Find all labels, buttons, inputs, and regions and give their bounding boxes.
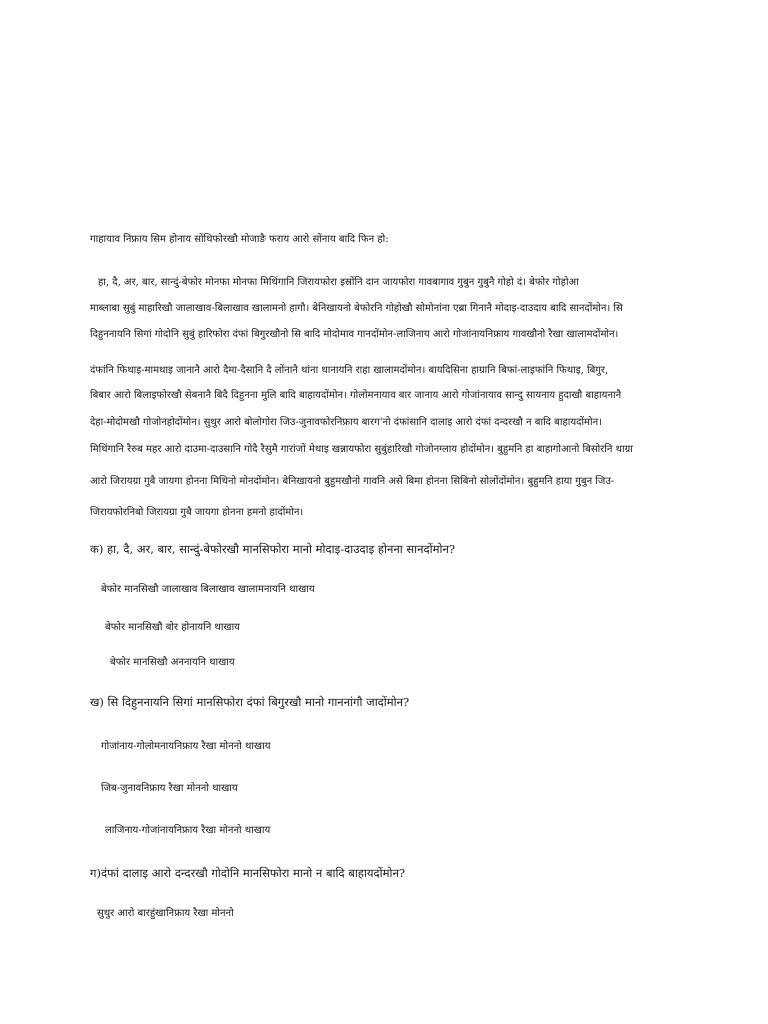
passage-line: मिथिंगानि रैरुब महर आरो दाउमा-दाउसानि गोदै रैसुमै गारांजों मेथाइ खन्नायफोरा सुबुंहारिखौ गोजोनग्लाय होदोंमोन। बुहुमनि हा बाहागोआनो बिसोरनि थाग्रा (90, 444, 633, 455)
question-ga: ग)दंफां दालाइ आरो दन्दरखौ गोदोनि मानसिफोरा मानो न बादि बाहायदोंमोन? (90, 866, 406, 880)
passage-line: माब्लाबा सुबुं माहारिखौ जालाखाव-बिलाखाव खालामनो हागौ। बेनिखायनो बेफोरनि गोहोखौ सोमोनांना एब्रा गिनानै मोदाइ-दाउदाय बादि सानदोंमोन। सि (90, 303, 623, 314)
passage-line: दंफांनि फिथाइ-मामथाइ जानानै आरो दैमा-दैसानि दै लोंनानै थांना थानायनि राहा खालामदोंमोन। बायदिसिना हाग्रानि बिफां-लाइफांनि फिथाइ, बिगुर, (90, 365, 609, 376)
passage-line: जिरायफोरनिबो जिरायग्रा गुबै जायगा होनना हमनो हादोंमोन। (90, 507, 304, 518)
question-ka: क) हा, दै, अर, बार, सान्दुं-बेफोरखौ मानसिफोरा मानो मोदाइ-दाउदाइ होनना सानदोंमोन? (90, 542, 455, 556)
passage-line: बिबार आरो बिलाइफोरखौ सेबनानै बिदै दिहुनना मुलि बादि बाहायदोंमोन। गोलोमनायाव बार जानाय आरो गोजांनायाव सान्दु सायनाय हुदाखौ बाहायनानै (90, 390, 622, 401)
option-ka-3: बेफोर मानसिखौ अननायनि थाखाय (110, 657, 235, 668)
option-ka-1: बेफोर मानसिखौ जालाखाव बिलाखाव खालामनायनि थाखाय (101, 584, 315, 595)
option-ka-2: बेफोर मानसिखौ बोर होनायनि थाखाय (105, 622, 240, 633)
option-kha-2: जिब-जुनावनिफ्राय रैखा मोननो थाखाय (101, 783, 238, 794)
option-kha-3: लाजिनाय-गोजांनायनिफ्राय रैखा मोननो थाखाय (105, 825, 271, 836)
instruction-line: गाहायाव निफ्राय सिम होनाय सोंथिफोरखौ मोजाङै फराय आरो सोंनाय बादि फिन हो: (90, 234, 389, 245)
option-ga-1: सुथुर आरो बारहुंखानिफ्राय रैखा मोननो (97, 908, 234, 919)
passage-line: हा, दै, अर, बार, सान्दुं-बेफोर मोनफा मोनफा मिथिंगानि जिरायफोरा इस्रोंनि दान जायफोरा गावबागाव गुबुन गुबुनै गोहो दं। बेफोर गोहोआ (98, 277, 579, 288)
question-kha: ख) सि दिहुननायनि सिगां मानसिफोरा दंफां बिगुरखौ मानो गाननांगौ जादोंमोन? (90, 695, 410, 709)
passage-line: दिहुननायनि सिगां गोदोनि सुबुं हारिफोरा दंफां बिगुरखौनो सि बादि मोदोमाव गानदोंमोन-लाजिनाय आरो गोजांनायनिफ्राय गावखौनो रैखा खालामदोंमोन। (90, 329, 619, 340)
option-kha-1: गोजांनाय-गोलोमनायनिफ्राय रैखा मोननो थाखाय (101, 741, 271, 752)
passage-line: आरो जिरायग्रा गुबै जायगा होनना मिथिनो मोनदोंमोन। बेनिखायनो बुहुमखौनो गावनि असे बिमा होनना सिबिनो सोलोंदोंमोन। बुहुमनि हाया गुबुन जिउ- (90, 476, 615, 487)
passage-line: देहा-मोदोमखौ गोजोनहोदोंमोन। सुथुर आरो बोलोगोरा जिउ-जुनावफोरनिफ्राय बारग'नो दंफांसानि दालाइ आरो दंफां दन्दरखौ न बादि बाहायदोंमोन। (90, 417, 602, 428)
